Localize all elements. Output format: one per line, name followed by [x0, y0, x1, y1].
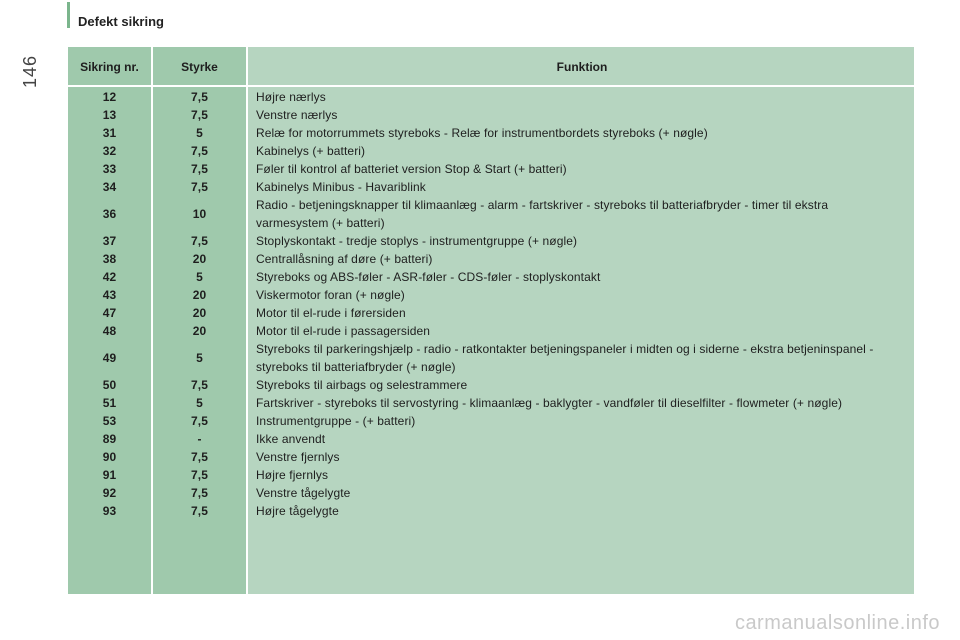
table-row: [68, 232, 914, 250]
function-cell: Styreboks og ABS-føler - ASR-føler - CDS-føler - stoplyskontakt: [256, 270, 601, 284]
function-cell: Venstre tågelygte: [256, 486, 351, 500]
table-row: [68, 268, 914, 286]
table-row: [68, 124, 914, 142]
fuse-table: [68, 47, 914, 594]
fuse-number-cell: 34: [102, 180, 117, 194]
function-cell: Motor til el-rude i passagersiden: [256, 324, 431, 338]
function-cell: Venstre nærlys: [256, 108, 338, 122]
function-cell: Centrallåsning af døre (+ batteri): [256, 252, 433, 266]
rating-cell: 7,5: [191, 90, 208, 104]
function-cell: Radio - betjeningsknapper til klimaanlæg - alarm - fartskriver - styreboks til batteriafbryder - timer til ekstra varmesystem (+ batteri): [256, 198, 829, 230]
fuse-number-cell: 50: [102, 378, 117, 392]
watermark: carmanualsonline.info: [734, 612, 940, 634]
function-cell: Højre nærlys: [256, 90, 326, 104]
section-title: Defekt sikring: [78, 14, 164, 29]
rating-cell: 20: [192, 288, 207, 302]
table-row: [68, 88, 914, 106]
fuse-number-cell: 13: [102, 108, 117, 122]
fuse-number-cell: 90: [102, 450, 117, 464]
table-row: [68, 106, 914, 124]
fuse-number-cell: 37: [102, 234, 117, 248]
fuse-number-cell: 91: [102, 468, 117, 482]
rating-cell: 7,5: [191, 162, 208, 176]
fuse-number-cell: 32: [102, 144, 117, 158]
rating-cell: 7,5: [191, 144, 208, 158]
fuse-number-cell: 12: [102, 90, 117, 104]
fuse-number-cell: 51: [102, 396, 117, 410]
table-row: [68, 502, 914, 520]
function-cell: Højre tågelygte: [256, 504, 339, 518]
function-cell: Venstre fjernlys: [256, 450, 340, 464]
fuse-number-cell: 38: [102, 252, 117, 266]
rating-cell: -: [197, 432, 202, 446]
function-cell: Føler til kontrol af batteriet version Stop & Start (+ batteri): [256, 162, 567, 176]
table-row: [68, 178, 914, 196]
fuse-number-cell: 36: [102, 207, 117, 221]
table-row: [68, 412, 914, 430]
function-cell: Højre fjernlys: [256, 468, 329, 482]
fuse-number-cell: 43: [102, 288, 117, 302]
rating-cell: 20: [192, 324, 207, 338]
table-header: [68, 47, 914, 85]
table-row: [68, 304, 914, 322]
header-rating: Styrke: [181, 60, 218, 74]
rating-cell: 10: [192, 207, 207, 221]
rating-cell: 20: [192, 306, 207, 320]
rating-cell: 7,5: [191, 450, 208, 464]
header-fuse-number: Sikring nr.: [80, 60, 139, 74]
table-row: [68, 250, 914, 268]
table-row: [68, 376, 914, 394]
rating-cell: 7,5: [191, 234, 208, 248]
rating-cell: 5: [196, 126, 203, 140]
function-cell: Relæ for motorrummets styreboks - Relæ for instrumentbordets styreboks (+ nøgle): [256, 126, 708, 140]
table-row: [68, 196, 914, 232]
function-cell: Kabinelys Minibus - Havariblink: [256, 180, 426, 194]
function-cell: Fartskriver - styreboks til servostyring - klimaanlæg - baklygter - vandføler til dieselfilter - flowmeter (+ nøgle): [256, 396, 843, 410]
rating-cell: 7,5: [191, 108, 208, 122]
table-row: [68, 466, 914, 484]
page-number: 146: [20, 55, 40, 89]
function-cell: Motor til el-rude i førersiden: [256, 306, 406, 320]
table-row: [68, 286, 914, 304]
fuse-number-cell: 53: [102, 414, 117, 428]
fuse-number-cell: 89: [102, 432, 117, 446]
rating-cell: 7,5: [191, 180, 208, 194]
section-accent-bar: [67, 2, 70, 28]
fuse-number-cell: 93: [102, 504, 117, 518]
table-row: [68, 394, 914, 412]
table-row: [68, 340, 914, 376]
rating-cell: 5: [196, 396, 203, 410]
fuse-number-cell: 33: [102, 162, 117, 176]
rating-cell: 7,5: [191, 468, 208, 482]
table-row: [68, 160, 914, 178]
rating-cell: 7,5: [191, 378, 208, 392]
fuse-number-cell: 47: [102, 306, 117, 320]
rating-cell: 7,5: [191, 486, 208, 500]
table-row: [68, 484, 914, 502]
function-cell: Stoplyskontakt - tredje stoplys - instrumentgruppe (+ nøgle): [256, 234, 578, 248]
rating-cell: 20: [192, 252, 207, 266]
function-cell: Viskermotor foran (+ nøgle): [256, 288, 405, 302]
rating-cell: 7,5: [191, 414, 208, 428]
function-cell: Kabinelys (+ batteri): [256, 144, 366, 158]
function-cell: Styreboks til parkeringshjælp - radio - ratkontakter betjeningspaneler i midten og i siderne - ekstra betjeninspanel - styreboks til batteriafbryder (+ nøgle): [256, 342, 874, 374]
rating-cell: 7,5: [191, 504, 208, 518]
fuse-number-cell: 42: [102, 270, 117, 284]
table-row: [68, 430, 914, 448]
fuse-number-cell: 31: [102, 126, 117, 140]
table-body: [68, 88, 914, 520]
header-divider: [68, 85, 914, 87]
table-row: [68, 142, 914, 160]
fuse-number-cell: 48: [102, 324, 117, 338]
rating-cell: 5: [196, 270, 203, 284]
function-cell: Styreboks til airbags og selestrammere: [256, 378, 468, 392]
table-row: [68, 448, 914, 466]
fuse-number-cell: 49: [102, 351, 117, 365]
function-cell: Instrumentgruppe - (+ batteri): [256, 414, 416, 428]
rating-cell: 5: [196, 351, 203, 365]
fuse-number-cell: 92: [102, 486, 117, 500]
function-cell: Ikke anvendt: [256, 432, 326, 446]
table-row: [68, 322, 914, 340]
header-function: Funktion: [556, 60, 608, 74]
